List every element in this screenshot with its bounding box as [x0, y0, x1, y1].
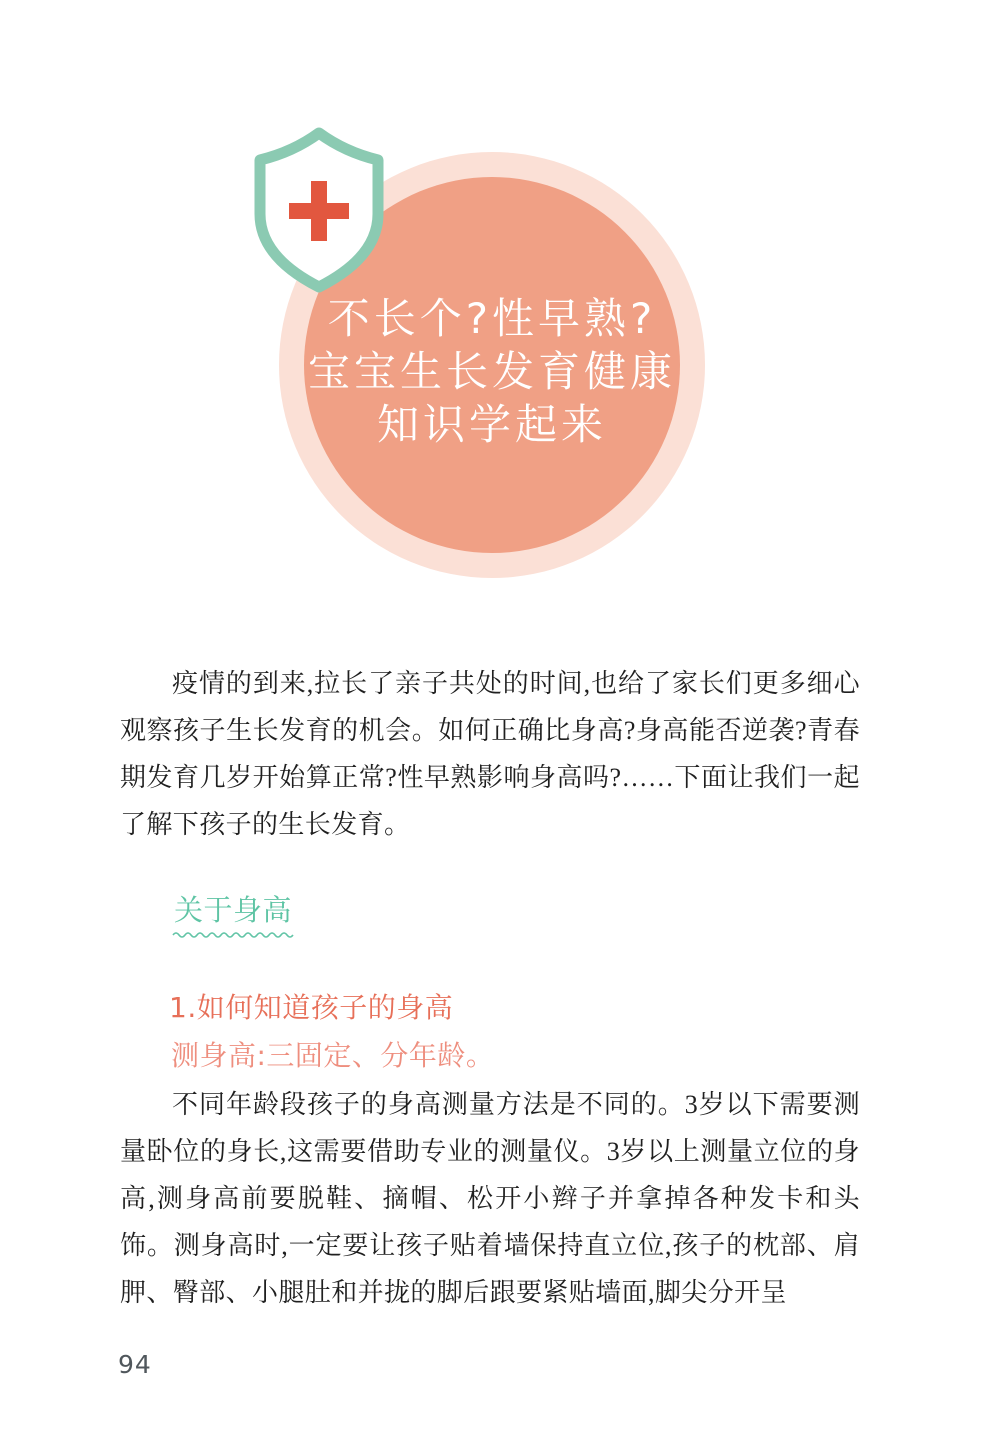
- hero-title-line: 不长个?性早熟?: [327, 294, 657, 343]
- hero-title-line: 宝宝生长发育健康: [307, 347, 676, 396]
- hero-title-line: 知识学起来: [376, 400, 607, 449]
- section-heading: 关于身高: [174, 893, 293, 927]
- page-number: 94: [118, 1350, 152, 1379]
- key-point-line: 测身高:三固定、分年龄。: [171, 1039, 495, 1072]
- wavy-underline: [172, 930, 300, 940]
- body-paragraph: 不同年龄段孩子的身高测量方法是不同的。3岁以下需要测量卧位的身长,这需要借助专业的测量仪。3岁以上测量立位的身高,测身高前要脱鞋、摘帽、松开小辫子并拿掉各种发卡和头饰。测身高时,一定要让孩子贴着墙保持直立位,孩子的枕部、肩胛、臀部、小腿肚和并拢的脚后跟要紧贴墙面,脚尖分开呈: [120, 1090, 860, 1307]
- shield-cross-icon: [248, 126, 390, 294]
- intro-paragraph: 疫情的到来,拉长了亲子共处的时间,也给了家长们更多细心观察孩子生长发育的机会。如何正确比身高?身高能否逆袭?青春期发育几岁开始算正常?性早熟影响身高吗?……下面让我们一起了解下孩子的生长发育。: [120, 669, 860, 839]
- subsection-heading: 1.如何知道孩子的身高: [169, 991, 454, 1024]
- hero-title: [279, 292, 705, 451]
